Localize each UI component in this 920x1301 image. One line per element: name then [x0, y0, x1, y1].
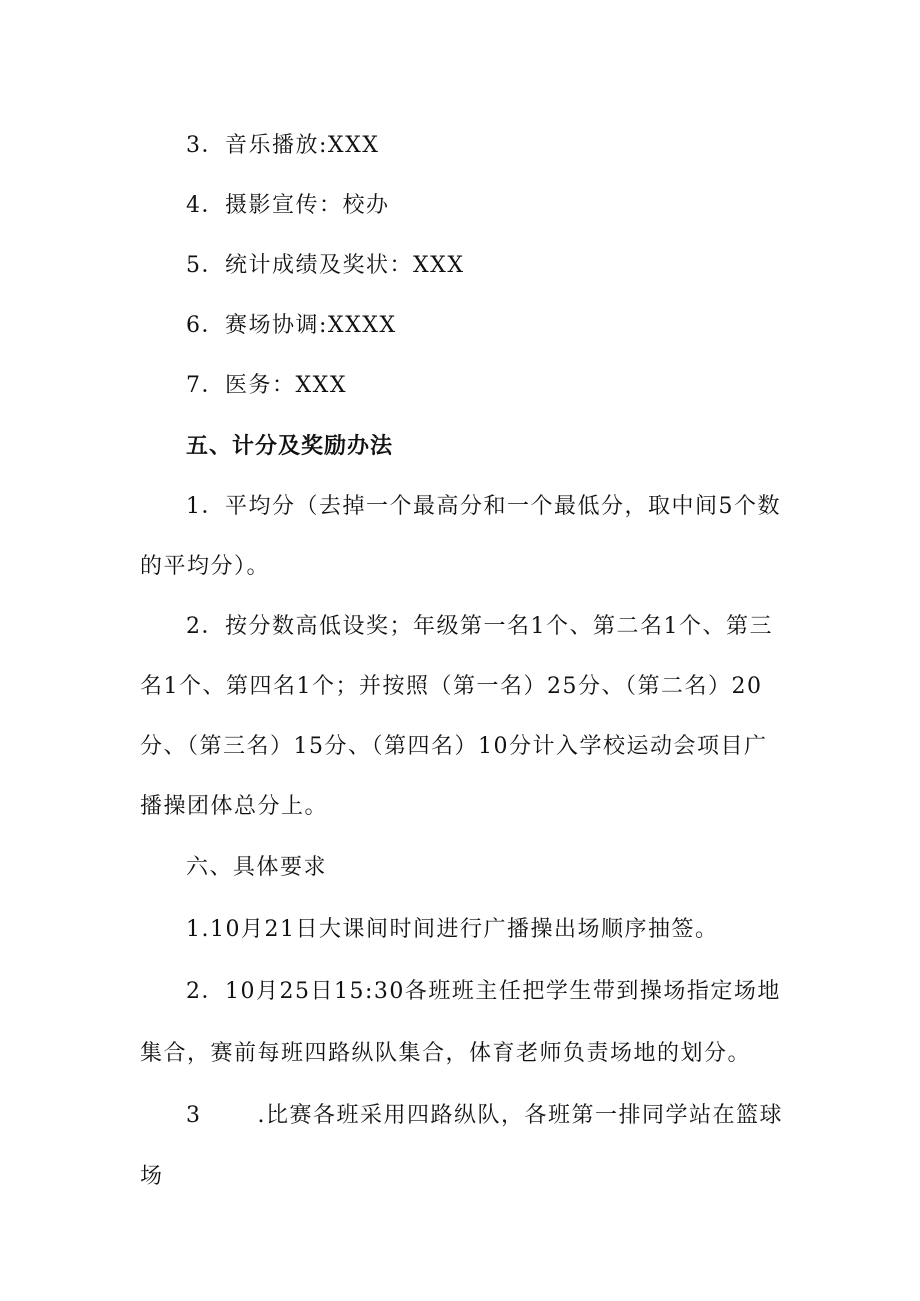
paragraph-awards-line-2: 名1个、第四名1个；并按照（第一名）25分、（第二名）20: [140, 674, 763, 699]
list-item-music: 3．音乐播放:XXX: [186, 133, 380, 158]
requirement-formation-number: 3: [186, 1103, 202, 1128]
list-item-statistics: 5．统计成绩及奖状：XXX: [186, 253, 465, 278]
requirement-formation-text: .比赛各班采用四路纵队，各班第一排同学站在篮球: [257, 1103, 783, 1128]
requirement-formation-line-1: [186, 1101, 790, 1131]
requirement-formation-line-2: 场: [140, 1164, 164, 1189]
requirement-assembly-line-2: 集合，赛前每班四路纵队集合，体育老师负责场地的划分。: [140, 1041, 752, 1066]
paragraph-average-line-1: 1．平均分（去掉一个最高分和一个最低分，取中间5个数: [186, 494, 781, 519]
list-item-medical: 7．医务：XXX: [186, 373, 347, 398]
list-item-photography: 4．摄影宣传：校办: [186, 193, 390, 218]
section-heading-scoring: 五、计分及奖励办法: [186, 434, 394, 459]
paragraph-awards-line-4: 播操团体总分上。: [140, 794, 329, 819]
requirement-draw-order: 1.10月21日大课间时间进行广播操出场顺序抽签。: [186, 917, 719, 942]
paragraph-awards-line-3: 分、（第三名）15分、（第四名）10分计入学校运动会项目广: [140, 734, 768, 759]
paragraph-awards-line-1: 2．按分数高低设奖；年级第一名1个、第二名1个、第三: [186, 614, 773, 639]
paragraph-average-line-2: 的平均分）。: [140, 554, 271, 579]
list-item-coordination: 6．赛场协调:XXXX: [186, 313, 397, 338]
requirement-assembly-line-1: 2．10月25日15:30各班班主任把学生带到操场指定场地: [186, 979, 781, 1004]
section-heading-requirements: 六、具体要求: [186, 855, 328, 880]
